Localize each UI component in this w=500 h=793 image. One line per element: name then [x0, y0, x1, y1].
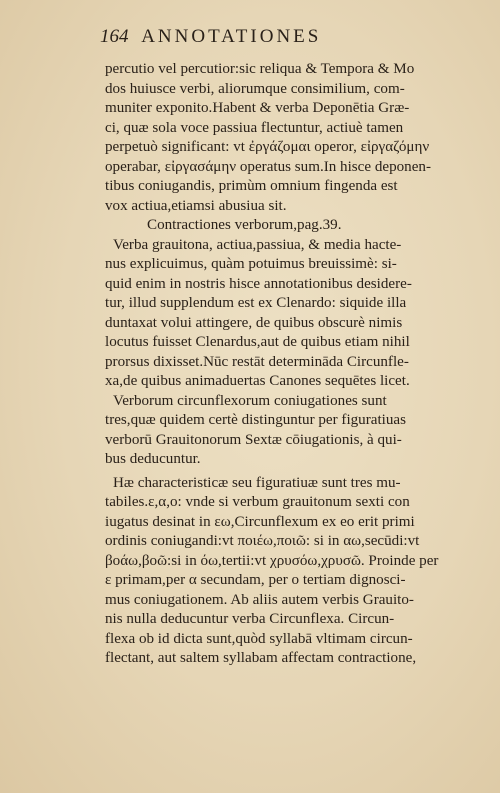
text-line: verborū Grauitonorum Sextæ cōiugationis, à qui- [105, 431, 402, 448]
text-line: flexa ob id dicta sunt,quòd syllabā vltimam circun- [105, 630, 413, 647]
text-line: ε primam,per α secundam, per ο tertiam dignosci- [105, 572, 406, 588]
text-line: nis nulla deducuntur verba Circunflexa. Circun- [105, 611, 395, 627]
text-line: Hæ characteristicæ seu figuratiuæ sunt tres mu- [113, 474, 401, 491]
text-line: operabar, εἰργασάμην operatus sum.In hisce deponen- [105, 158, 432, 175]
text-line: flectant, aut saltem syllabam affectam contractione, [105, 650, 417, 666]
text-line: Verba grauitona, actiua,passiua, & media hacte- [113, 236, 402, 253]
page-number: 164 [100, 26, 129, 47]
text-line: locutus fuisset Clenardus,aut de quibus etiam nihil [105, 334, 410, 350]
text-line: bus deducuntur. [105, 451, 201, 467]
text-line: Verborum circunflexorum coniugationes sunt [113, 392, 387, 409]
text-body [105, 60, 457, 669]
text-line: ordinis coniugandi:vt ποιέω,ποιῶ: si in αω,secūdi:vt [105, 533, 420, 549]
page-header [100, 26, 321, 48]
text-line: vox actiua,etiamsi abusiua sit. [105, 197, 287, 214]
text-line: iugatus desinat in εω,Circunflexum ex eo erit primi [105, 513, 415, 530]
text-line: tibus coniugandis, primùm omnium fingenda est [105, 178, 398, 194]
text-line: ci, quæ sola voce passiua flectuntur, actiuè tamen [105, 119, 404, 136]
text-line: dos huiusce verbi, aliorumque consimilium, com- [105, 80, 405, 97]
text-line: percutio vel percutior:sic reliqua & Tempora & Mo [105, 61, 415, 77]
text-line: tur, illud supplendum est ex Clenardo: siquide illa [105, 295, 407, 311]
running-title: ANNOTATIONES [141, 26, 322, 47]
text-line: muniter exponito.Habent & verba Deponētia Græ- [105, 100, 410, 116]
text-line: quid enim in nostris hisce annotationibus desidere- [105, 275, 412, 292]
text-line: tres,quæ quidem certè distinguntur per figuratiuas [105, 412, 406, 428]
text-line: mus coniugationem. Ab aliis autem verbis Grauito- [105, 591, 414, 608]
text-line: perpetuò significant: vt ἐργάζομαι operor, εἰργαζόμην [105, 139, 430, 155]
text-line: tabiles.ε,α,ο: vnde si verbum grauitonum sexti con [105, 494, 410, 510]
section-heading: Contractiones verborum,pag.39. [147, 217, 342, 233]
text-line: nus explicuimus, quàm potuimus breuissimè: si- [105, 256, 397, 272]
text-line: duntaxat volui attingere, de quibus obscurè nimis [105, 314, 403, 331]
text-line: prorsus dixisset.Nūc restāt determināda Circunfle- [105, 353, 409, 370]
text-line: βοάω,βοῶ:si in όω,tertii:vt χρυσόω,χρυσῶ. Proinde per [105, 552, 439, 569]
text-line: xa,de quibus animaduertas Canones sequētes licet. [105, 373, 410, 389]
